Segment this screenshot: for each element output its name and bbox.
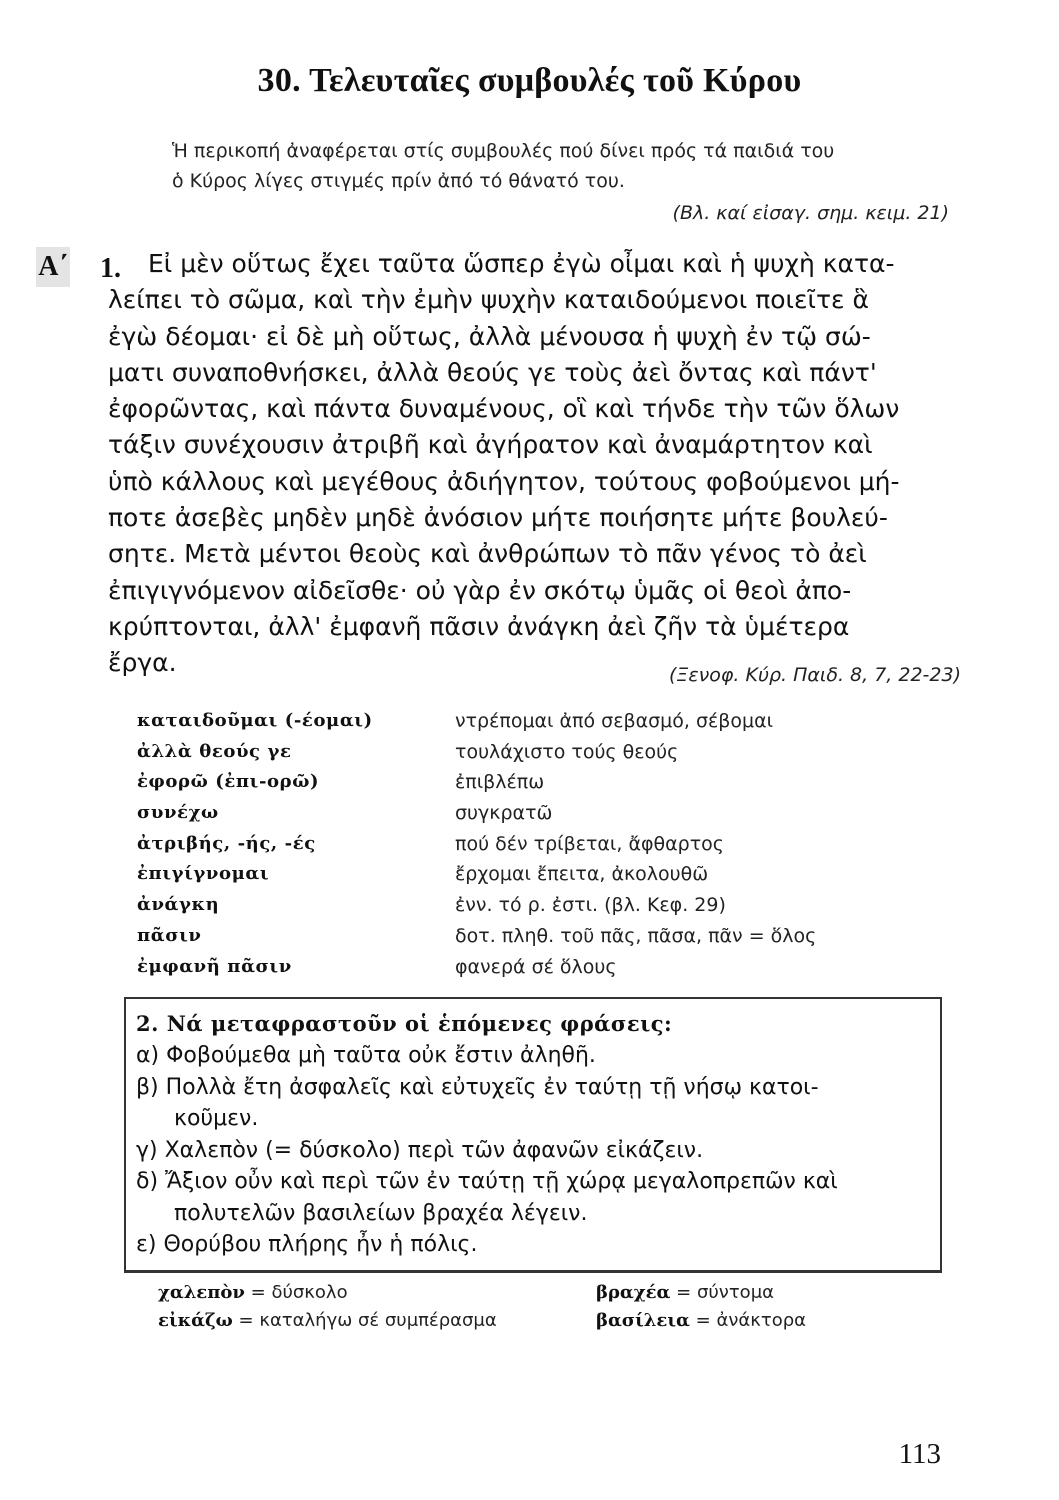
section-mark: Α΄ [36,247,70,287]
vocabulary-box [158,1282,878,1342]
vocab-entry [596,1282,774,1303]
exercise-divider [124,1270,942,1272]
passage-reference: (Ξενοφ. Κύρ. Παιδ. 8, 7, 22-23) [668,664,961,686]
passage-line: ἐφορῶντας, καὶ πάντα δυναμένους, οἳ καὶ τήνδε τὴν τῶν ὅλων [108,394,900,424]
vocab-term: βραχέα [596,1282,671,1303]
glossary-definition: πού δέν τρίβεται, ἄφθαρτος [455,832,724,855]
exercise-label: ε) [136,1232,157,1257]
passage-line: ματι συναποθνήσκει, ἀλλὰ θεούς γε τοὺς ἀεὶ ὄντας καὶ πάντ' [108,357,877,387]
passage-line: τάξιν συνέχουσιν ἀτριβῆ καὶ ἀγήρατον καὶ ἀναμάρτητον καὶ [108,430,873,460]
exercise-list [136,1040,936,1261]
glossary-term: ἀνάγκη [137,894,220,916]
glossary-definition: ἔρχομαι ἔπειτα, ἀκολουθῶ [455,863,709,886]
glossary-definition: ἐνν. τό ρ. ἐστι. (βλ. Κεφ. 29) [455,894,726,917]
exercise-text: Ἄξιον οὖν καὶ περὶ τῶν ἐν ταύτῃ τῇ χώρᾳ μεγαλοπρεπῶν καὶ [165,1169,838,1194]
exercise-label: α) [136,1043,160,1068]
exercise-text: Φοβούμεθα μὴ ταῦτα οὐκ ἔστιν ἀληθῆ. [166,1043,596,1068]
exercise-heading: 2. Νά μεταφραστοῦν οἱ ἑπόμενες φράσεις: [136,1011,673,1036]
glossary-definition: δοτ. πληθ. τοῦ πᾶς, πᾶσα, πᾶν = ὅλος [455,924,817,947]
glossary-definition: τουλάχιστο τούς θεούς [455,740,679,763]
glossary-row [137,741,957,772]
exercise-label: γ) [136,1137,158,1163]
page-title: 30. Τελευταῖες συμβουλές τοῦ Κύρου [257,62,802,99]
exercise-item [136,1166,936,1198]
exercise-label: β) [136,1074,159,1100]
glossary-term: ἀλλὰ θεούς γε [137,740,292,762]
exercise-text: Πολλὰ ἔτη ἀσφαλεῖς καὶ εὐτυχεῖς ἐν ταύτῃ τῇ νήσῳ κατοι- [165,1074,819,1100]
glossary-term: καταιδοῦμαι (-έομαι) [137,710,373,731]
glossary-term: ἀτριβής, -ής, -ές [137,832,316,854]
vocab-definition: = καταλήγω σέ συμπέρασμα [238,1310,497,1331]
passage-line: ὑπὸ κάλλους καὶ μεγέθους ἀδιήγητον, τούτους φοβούμενοι μή- [108,466,900,496]
page-number: 113 [898,1438,941,1470]
glossary-definition: ἐπιβλέπω [455,771,545,794]
vocab-term: βασίλεια [596,1310,690,1331]
passage-line: ἔργα. [108,648,177,678]
glossary-term: ἐμφανῆ πᾶσιν [137,955,292,977]
passage-line: ἐγὼ δέομαι· εἰ δὲ μὴ οὕτως, ἀλλὰ μένουσα ἡ ψυχὴ ἐν τῷ σώ- [108,321,871,351]
glossary-term: ἐφορῶ (ἐπι-ορῶ) [137,771,320,793]
vocab-term: εἰκάζω [158,1310,233,1331]
glossary-row [137,833,957,864]
vocab-entry [158,1282,348,1303]
glossary-row [137,956,957,987]
exercise-item [136,1135,936,1167]
exercise-item [136,1072,936,1104]
exercise-item [136,1040,936,1072]
glossary-term: πᾶσιν [137,924,202,946]
exercise-text-continued: κοῦμεν. [174,1106,259,1131]
glossary-definition: ντρέπομαι ἀπό σεβασμό, σέβομαι [455,710,774,732]
vocab-definition: = δύσκολο [250,1282,348,1303]
glossary-row [137,771,957,802]
glossary-row [137,925,957,956]
glossary-row [137,802,957,833]
glossary-row [137,894,957,925]
exercise-label: δ) [136,1169,159,1194]
exercise-text: Θορύβου πλήρης ἦν ἡ πόλις. [163,1232,478,1257]
glossary [137,710,957,986]
passage-line: σητε. Μετὰ μέντοι θεοὺς καὶ ἀνθρώπων τὸ πᾶν γένος τὸ ἀεὶ [108,539,867,569]
vocab-term: χαλεπὸν [158,1282,245,1303]
passage-line: ποτε ἀσεβὲς μηδὲν μηδὲ ἀνόσιον μήτε ποιήσητε μήτε βουλεύ- [108,503,888,533]
glossary-definition: φανερά σέ ὅλους [455,955,617,978]
intro-line: ὁ Κύρος λίγες στιγμές πρίν ἀπό τό θάνατό του. [172,170,625,192]
paragraph-number: 1. [100,253,121,284]
glossary-definition: συγκρατῶ [455,802,553,825]
passage-line: Εἰ μὲν οὕτως ἔχει ταῦτα ὥσπερ ἐγὼ οἶμαι καὶ ἡ ψυχὴ κατα- [148,249,895,278]
intro-line: Ἡ περικοπή ἀναφέρεται στίς συμβουλές πού δίνει πρός τά παιδιά του [172,140,835,162]
glossary-term: συνέχω [137,802,219,824]
exercise-item [136,1229,936,1261]
vocab-definition: = ἀνάκτορα [695,1310,806,1331]
glossary-row [137,863,957,894]
glossary-term: ἐπιγίγνομαι [137,863,270,885]
vocab-entry [158,1310,497,1331]
intro-text [172,136,962,196]
intro-reference: (Βλ. καί εἰσαγ. σημ. κειμ. 21) [672,202,949,224]
passage-line: κρύπτονται, ἀλλ' ἐμφανῆ πᾶσιν ἀνάγκη ἀεὶ ζῆν τὰ ὑμέτερα [108,611,850,641]
passage-line: λείπει τὸ σῶμα, καὶ τὴν ἐμὴν ψυχὴν καταιδούμενοι ποιεῖτε ἃ [108,285,869,315]
vocab-entry [596,1310,806,1331]
vocab-definition: = σύντομα [676,1282,775,1303]
passage-line: ἐπιγιγνόμενον αἰδεῖσθε· οὐ γὰρ ἐν σκότῳ ὑμᾶς οἱ θεοὶ ἀπο- [108,575,852,605]
exercise-text-continued: πολυτελῶν βασιλείων βραχέα λέγειν. [174,1200,588,1226]
glossary-row [137,710,957,741]
exercise-text: Χαλεπὸν (= δύσκολο) περὶ τῶν ἀφανῶν εἰκάζειν. [164,1137,704,1163]
ancient-text-passage [108,246,980,682]
